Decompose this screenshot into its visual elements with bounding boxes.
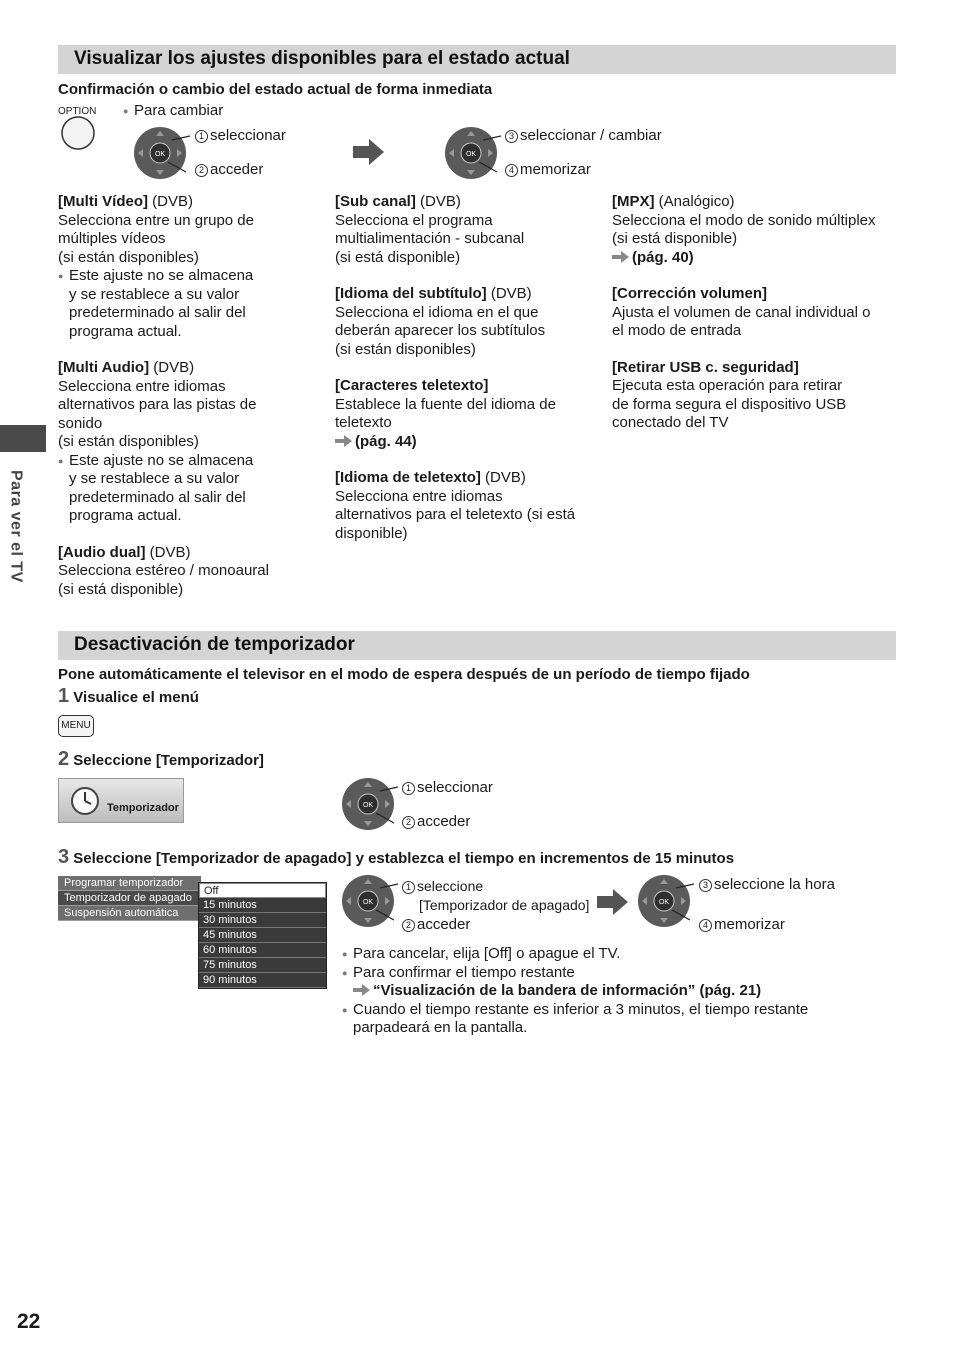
nav4-step1-detail: [Temporizador de apagado] xyxy=(419,897,590,913)
arrow-right-icon xyxy=(353,139,385,165)
nav3-step2: 2 acceder xyxy=(402,813,470,832)
note-item: ● Cuando el tiempo restante es inferior a 3 minutos, el tiempo restante parpadeará en la pantalla. xyxy=(342,1001,896,1038)
section-header-temporizador xyxy=(58,631,896,660)
section-title: Desactivación de temporizador xyxy=(74,634,355,655)
option-label: OPTION xyxy=(58,106,97,117)
section-intro: Pone automáticamente el televisor en el modo de espera después de un período de tiempo fijado xyxy=(58,666,750,683)
nav4-step1: 1 seleccione xyxy=(402,877,483,896)
section-title: Visualizar los ajustes disponibles para el estado actual xyxy=(74,48,570,69)
svg-text:OK: OK xyxy=(658,899,670,906)
step-2: 2 Seleccione [Temporizador] xyxy=(58,748,264,770)
nav5-step4: 4 memorizar xyxy=(699,916,785,935)
nav2-step4: 4 memorizar xyxy=(505,161,591,180)
menu-item: Suspensión automática xyxy=(58,906,201,921)
ok-navigator-icon xyxy=(443,126,513,180)
step-1: 1 Visualice el menú xyxy=(58,685,199,707)
tile-label: Temporizador xyxy=(107,802,179,814)
option-item: 45 minutos xyxy=(199,928,326,943)
timer-menu-list xyxy=(58,876,201,921)
ok-navigator-icon xyxy=(340,777,410,831)
sidebar-label: Para ver el TV xyxy=(7,470,25,583)
nav1-step1: 1 seleccionar xyxy=(195,127,286,146)
reference-arrow-icon xyxy=(335,435,352,447)
temporizador-tile xyxy=(58,778,184,823)
menu-item: Programar temporizador xyxy=(58,876,201,891)
reference-arrow-icon xyxy=(612,251,629,263)
step-3: 3 Seleccione [Temporizador de apagado] y establezca el tiempo en incrementos de 15 minutos xyxy=(58,846,735,868)
svg-text:OK: OK xyxy=(362,899,374,906)
timer-options-list xyxy=(198,882,327,989)
svg-text:OK: OK xyxy=(362,802,374,809)
reference-arrow-icon xyxy=(353,984,370,996)
menu-item-selected: Temporizador de apagado xyxy=(58,891,201,906)
ok-navigator-icon xyxy=(636,874,706,928)
ok-navigator-icon xyxy=(340,874,410,928)
column-3: [MPX] (Analógico) Selecciona el modo de sonido múltiplex (si está disponible) (pág. 40) [Corrección volumen] Ajusta el volumen de canal individual o el modo de entrada [Retirar USB c. seguridad] Ejecuta esta operación para retirar de forma segura el dispositivo USB conectado del TV xyxy=(612,193,876,431)
nav1-step2: 2 acceder xyxy=(195,161,263,180)
section-subtitle: Confirmación o cambio del estado actual de forma inmediata xyxy=(58,81,493,98)
clock-icon xyxy=(69,785,101,817)
nav4-step2: 2 acceder xyxy=(402,916,470,935)
page-number: 22 xyxy=(17,1310,41,1333)
option-item: 15 minutos xyxy=(199,898,326,913)
menu-button: MENU xyxy=(58,715,94,737)
option-item: Off xyxy=(199,883,326,898)
option-item: 30 minutos xyxy=(199,913,326,928)
column-1: [Multi Vídeo] (DVB) Selecciona entre un grupo de múltiples vídeos (si están disponibles) ● Este ajuste no se almacena y se restablece a su valor predeterminado al salir del programa actual. [Multi Audio] (DVB) Selecciona entre idiomas alternativos para las pistas de sonido (si están disponibles) ● Este ajuste no se almacena y se restablece a su valor predeterminado al salir del programa actual. [Audio dual] (DVB) Selecciona estéreo / monoaural (si está disponible) xyxy=(58,193,318,599)
nav2-step3: 3 seleccionar / cambiar xyxy=(505,127,662,146)
note-item: ● Para confirmar el tiempo restante xyxy=(342,964,896,983)
note-reference: “Visualización de la bandera de información” (pág. 21) xyxy=(342,982,896,1001)
svg-text:OK: OK xyxy=(154,151,166,158)
svg-text:OK: OK xyxy=(465,151,477,158)
nav5-step3: 3 seleccione la hora xyxy=(699,876,835,895)
ok-navigator-icon xyxy=(132,126,202,180)
sidebar-tab xyxy=(0,425,46,452)
section-header-ajustes xyxy=(58,45,896,74)
para-cambiar-text: ● Para cambiar xyxy=(123,102,954,121)
option-item: 60 minutos xyxy=(199,943,326,958)
option-item: 90 minutos xyxy=(199,973,326,988)
notes xyxy=(342,945,896,1038)
option-button-icon xyxy=(60,115,96,151)
column-2: [Sub canal] (DVB) Selecciona el programa multialimentación - subcanal (si está disponible) [Idioma del subtítulo] (DVB) Selecciona el idioma en el que deberán aparecer los subtítulos (si están disponibles) [Caracteres teletexto] Establece la fuente del idioma de teletexto (pág. 44) [Idioma de teletexto] (DVB) Selecciona entre idiomas alternativos para el teletexto (si está disponible) xyxy=(335,193,576,542)
note-item: ● Para cancelar, elija [Off] o apague el TV. xyxy=(342,945,896,964)
nav3-step1: 1 seleccionar xyxy=(402,779,493,798)
arrow-right-icon xyxy=(597,889,629,915)
option-item: 75 minutos xyxy=(199,958,326,973)
